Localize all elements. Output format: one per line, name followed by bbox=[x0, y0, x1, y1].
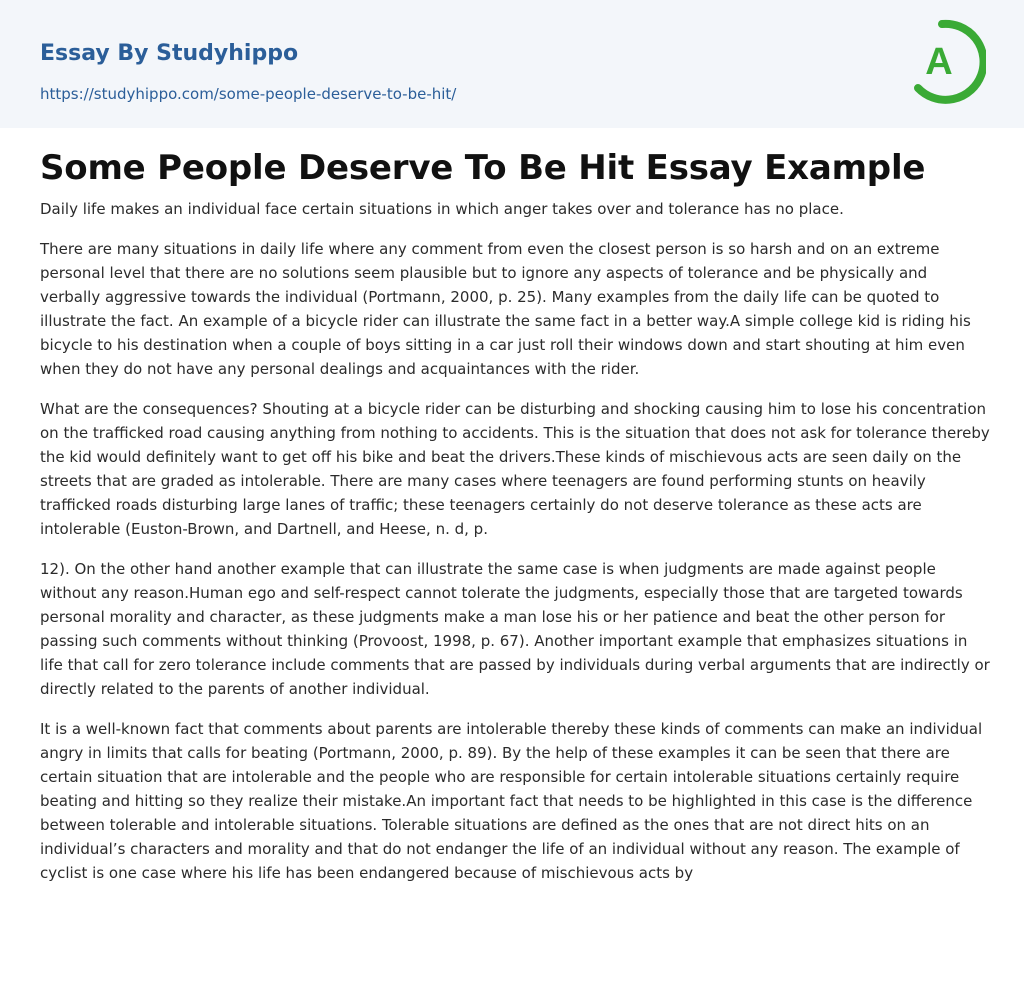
page-url-link[interactable]: https://studyhippo.com/some-people-deserve-to-be-hit/ bbox=[40, 85, 457, 103]
brand-title[interactable]: Essay By Studyhippo bbox=[40, 41, 299, 66]
paragraph-3: What are the consequences? Shouting at a bicycle rider can be disturbing and shocking causing him to lose his concentration on the trafficked road causing anything from nothing to accidents. This is the situation that does not ask for tolerance thereby the kid would definitely want to get off his bike and beat the drivers.These kinds of mischievous acts are seen daily on the streets that are graded as intolerable. There are many cases where teenagers are found performing stunts on heavily trafficked roads disturbing large lanes of traffic; these teenagers certainly do not deserve tolerance as these acts are intolerable (Euston-Brown, and Dartnell, and Heese, n. d, p. bbox=[40, 400, 990, 538]
studyhippo-logo-icon[interactable] bbox=[912, 19, 986, 105]
paragraph-1: Daily life makes an individual face certain situations in which anger takes over and tolerance has no place. bbox=[40, 200, 844, 218]
logo-letter: A bbox=[925, 41, 953, 83]
page-title: Some People Deserve To Be Hit Essay Example bbox=[40, 148, 926, 188]
paragraph-2: There are many situations in daily life where any comment from even the closest person is so harsh and on an extreme personal level that there are no solutions seem plausible but to ignore any aspects of tolerance and be physically and verbally aggressive towards the individual (Portmann, 2000, p. 25). Many examples from the daily life can be quoted to illustrate the fact. An example of a bicycle rider can illustrate the same fact in a better way.A simple college kid is riding his bicycle to his destination when a couple of boys sitting in a car just roll their windows down and start shouting at him even when they do not have any personal dealings and acquaintances with the rider. bbox=[40, 240, 971, 378]
article bbox=[40, 144, 990, 901]
paragraph-4: 12). On the other hand another example that can illustrate the same case is when judgments are made against people without any reason.Human ego and self-respect cannot tolerate the judgments, especially those that are targeted towards personal morality and character, as these judgments make a man lose his or her patience and beat the other person for passing such comments without thinking (Provoost, 1998, p. 67). Another important example that emphasizes situations in life that call for zero tolerance include comments that are passed by individuals during verbal arguments that are indirectly or directly related to the parents of another individual. bbox=[40, 560, 990, 698]
site-header bbox=[0, 0, 1024, 128]
paragraph-5: It is a well-known fact that comments about parents are intolerable thereby these kinds of comments can make an individual angry in limits that calls for beating (Portmann, 2000, p. 89). By the help of these examples it can be seen that there are certain situation that are intolerable and the people who are responsible for certain intolerable situations certainly require beating and hitting so they realize their mistake.An important fact that needs to be highlighted in this case is the difference between tolerable and intolerable situations. Tolerable situations are defined as the ones that are not direct hits on an individual’s characters and morality and that do not endanger the life of an individual without any reason. The example of cyclist is one case where his life has been endangered because of mischievous acts by bbox=[40, 720, 983, 882]
